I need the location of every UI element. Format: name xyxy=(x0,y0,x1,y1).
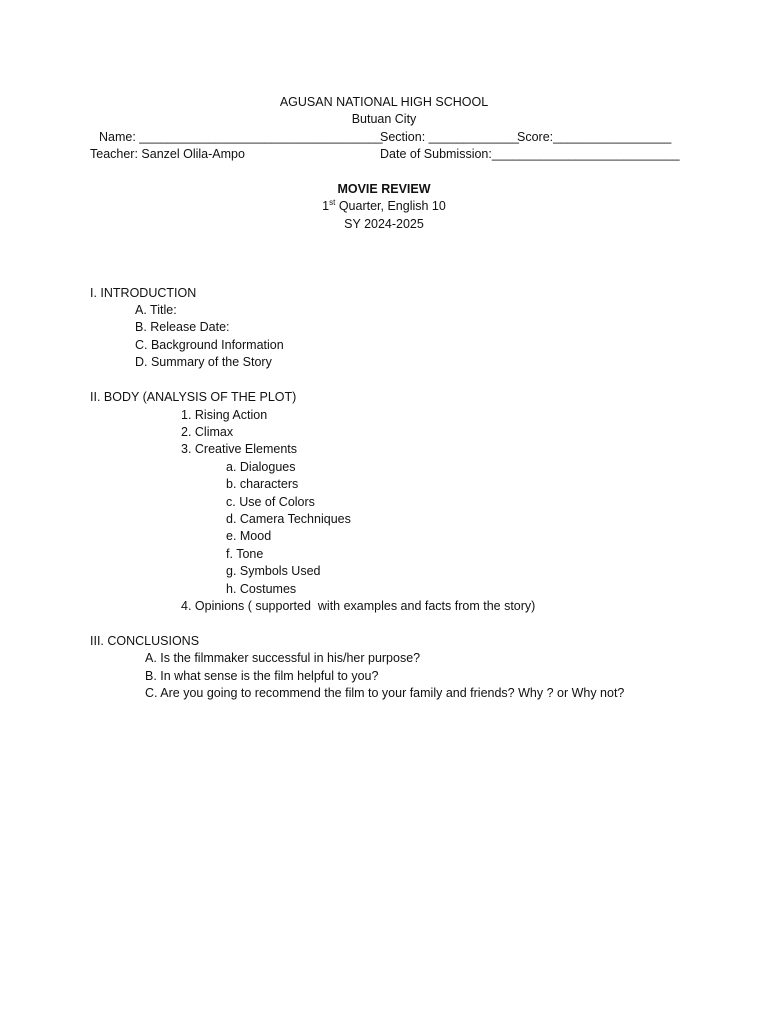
list-item: a. Dialogues xyxy=(226,460,296,474)
list-item: h. Costumes xyxy=(226,582,297,596)
list-item: B. Release Date: xyxy=(135,320,230,334)
school-city: Butuan City xyxy=(351,112,417,126)
list-item: 3. Creative Elements xyxy=(181,442,298,456)
date-of-submission-field: Date of Submission:___________________________ xyxy=(380,147,680,161)
list-item: 4. Opinions ( supported with examples and facts from the story) xyxy=(181,599,536,613)
score-field: Score:_________________ xyxy=(517,130,672,144)
conclusions-heading: III. CONCLUSIONS xyxy=(90,634,200,648)
list-item: d. Camera Techniques xyxy=(226,512,351,526)
list-item: A. Is the filmmaker successful in his/her purpose? xyxy=(145,651,421,665)
list-item: b. characters xyxy=(226,477,299,491)
introduction-heading: I. INTRODUCTION xyxy=(90,286,197,300)
list-item: g. Symbols Used xyxy=(226,564,321,578)
list-item: B. In what sense is the film helpful to you? xyxy=(145,669,379,683)
list-item: c. Use of Colors xyxy=(226,495,315,509)
quarter-subject-text: Quarter, English 10 xyxy=(335,199,446,213)
name-field: Name: ___________________________________ xyxy=(99,130,383,144)
list-item: 1. Rising Action xyxy=(181,408,268,422)
school-year: SY 2024-2025 xyxy=(344,217,424,231)
list-item: 2. Climax xyxy=(181,425,234,439)
list-item: D. Summary of the Story xyxy=(135,355,272,369)
section-field: Section: _____________ xyxy=(380,130,520,144)
quarter-suffix: st xyxy=(329,197,336,207)
teacher-name: Teacher: Sanzel Olila-Ampo xyxy=(90,147,245,161)
list-item: e. Mood xyxy=(226,529,272,543)
school-name: AGUSAN NATIONAL HIGH SCHOOL xyxy=(279,95,489,109)
list-item: A. Title: xyxy=(135,303,177,317)
quarter-number: 1 xyxy=(322,199,330,213)
list-item: C. Are you going to recommend the film to your family and friends? Why ? or Why not? xyxy=(145,686,625,700)
body-heading: II. BODY (ANALYSIS OF THE PLOT) xyxy=(90,390,297,404)
list-item: f. Tone xyxy=(226,547,264,561)
quarter-subject xyxy=(0,198,768,214)
list-item: C. Background Information xyxy=(135,338,284,352)
document-title: MOVIE REVIEW xyxy=(337,182,431,196)
